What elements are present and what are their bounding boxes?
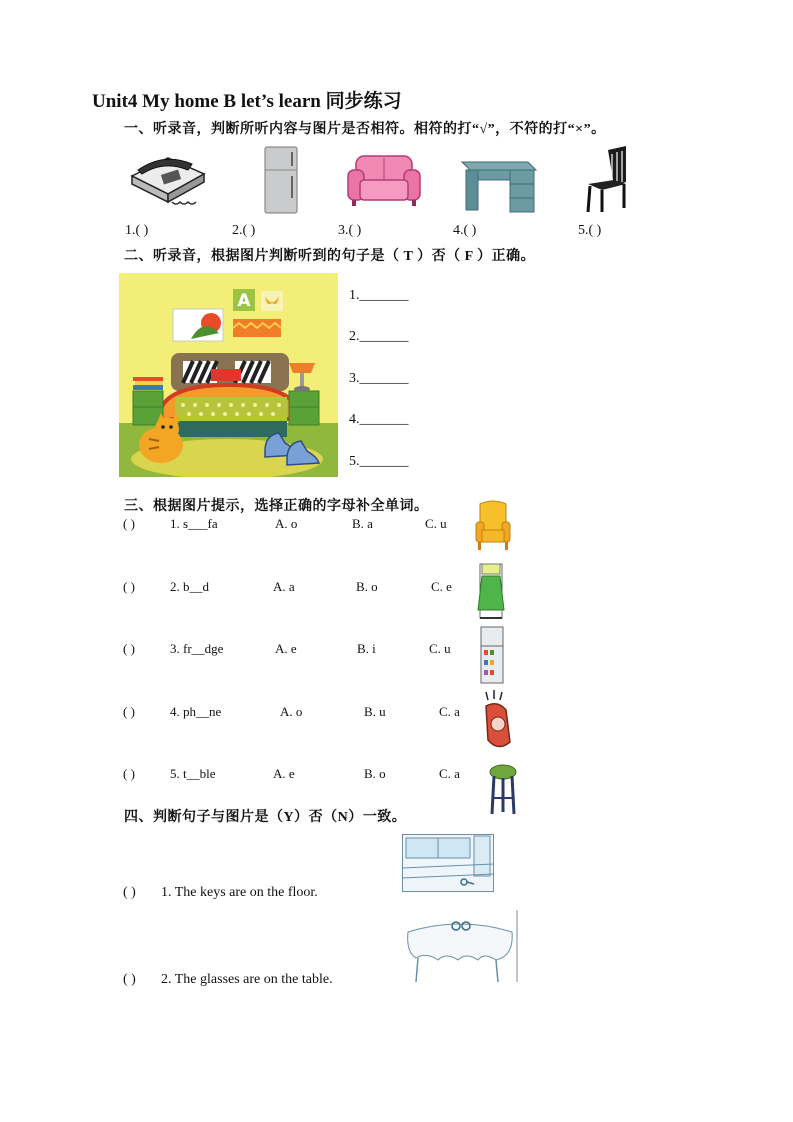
s3-option-5a[interactable]: A. e xyxy=(273,766,295,781)
section-1-heading: 一、听录音，判断所听内容与图片是否相符。相符的打“√”，不符的打“×”。 xyxy=(124,122,606,137)
fridge-picture xyxy=(264,146,298,214)
s3-paren-5[interactable]: ( ) xyxy=(123,766,135,781)
s2-line-3[interactable]: 3._______ xyxy=(349,371,409,386)
s3-option-3a[interactable]: A. e xyxy=(275,641,297,656)
s3-word-1: 1. s___fa xyxy=(170,516,218,531)
s3-paren-1[interactable]: ( ) xyxy=(123,516,135,531)
s3-option-4b[interactable]: B. u xyxy=(364,704,386,719)
telephone-picture xyxy=(128,148,208,212)
s3-paren-4[interactable]: ( ) xyxy=(123,704,135,719)
table-glasses-picture xyxy=(404,908,520,984)
phone-small-picture xyxy=(480,690,514,754)
s3-option-2b[interactable]: B. o xyxy=(356,579,378,594)
s3-word-3: 3. fr__dge xyxy=(170,641,224,656)
poster-letter: A xyxy=(237,291,251,311)
s3-word-4: 4. ph__ne xyxy=(170,704,222,719)
armchair-picture xyxy=(474,500,512,552)
s3-word-2: 2. b__d xyxy=(170,579,209,594)
window-floor-picture xyxy=(402,834,494,892)
s4-sentence-2: 2. The glasses are on the table. xyxy=(161,972,333,987)
s3-option-4a[interactable]: A. o xyxy=(280,704,303,719)
sofa-picture xyxy=(346,152,422,208)
s2-line-2[interactable]: 2._______ xyxy=(349,329,409,344)
s3-option-1c[interactable]: C. u xyxy=(425,516,447,531)
s1-label-2[interactable]: 2.( ) xyxy=(232,223,256,238)
s3-option-3c[interactable]: C. u xyxy=(429,641,451,656)
s3-option-5b[interactable]: B. o xyxy=(364,766,386,781)
s1-label-4[interactable]: 4.( ) xyxy=(453,223,477,238)
stool-picture xyxy=(488,764,518,816)
s4-sentence-1: 1. The keys are on the floor. xyxy=(161,885,318,900)
s3-option-1a[interactable]: A. o xyxy=(275,516,298,531)
s3-option-4c[interactable]: C. a xyxy=(439,704,460,719)
s2-line-5[interactable]: 5._______ xyxy=(349,454,409,469)
section-3-heading: 三、根据图片提示，选择正确的字母补全单词。 xyxy=(124,499,429,514)
s1-label-1[interactable]: 1.( ) xyxy=(125,223,149,238)
s3-paren-2[interactable]: ( ) xyxy=(123,579,135,594)
s3-option-5c[interactable]: C. a xyxy=(439,766,460,781)
chair-picture xyxy=(584,146,632,214)
bed-picture xyxy=(474,562,508,620)
s3-option-2c[interactable]: C. e xyxy=(431,579,452,594)
s2-line-4[interactable]: 4._______ xyxy=(349,412,409,427)
section-4-heading: 四、判断句子与图片是（Y）否（N）一致。 xyxy=(124,810,407,825)
bedroom-picture xyxy=(119,273,338,477)
s4-paren-1[interactable]: ( ) xyxy=(123,885,136,900)
s3-word-5: 5. t__ble xyxy=(170,766,216,781)
s3-option-3b[interactable]: B. i xyxy=(357,641,376,656)
s3-option-2a[interactable]: A. a xyxy=(273,579,295,594)
section-2-heading: 二、听录音，根据图片判断听到的句子是（ T ）否（ F ）正确。 xyxy=(124,249,536,264)
s1-label-3[interactable]: 3.( ) xyxy=(338,223,362,238)
s2-line-1[interactable]: 1._______ xyxy=(349,288,409,303)
page-title: Unit4 My home B let’s learn 同步练习 xyxy=(92,91,402,112)
desk-picture xyxy=(460,158,538,214)
s4-paren-2[interactable]: ( ) xyxy=(123,972,136,987)
fridge-small-picture xyxy=(480,626,504,684)
s1-label-5[interactable]: 5.( ) xyxy=(578,223,602,238)
s3-paren-3[interactable]: ( ) xyxy=(123,641,135,656)
s3-option-1b[interactable]: B. a xyxy=(352,516,373,531)
